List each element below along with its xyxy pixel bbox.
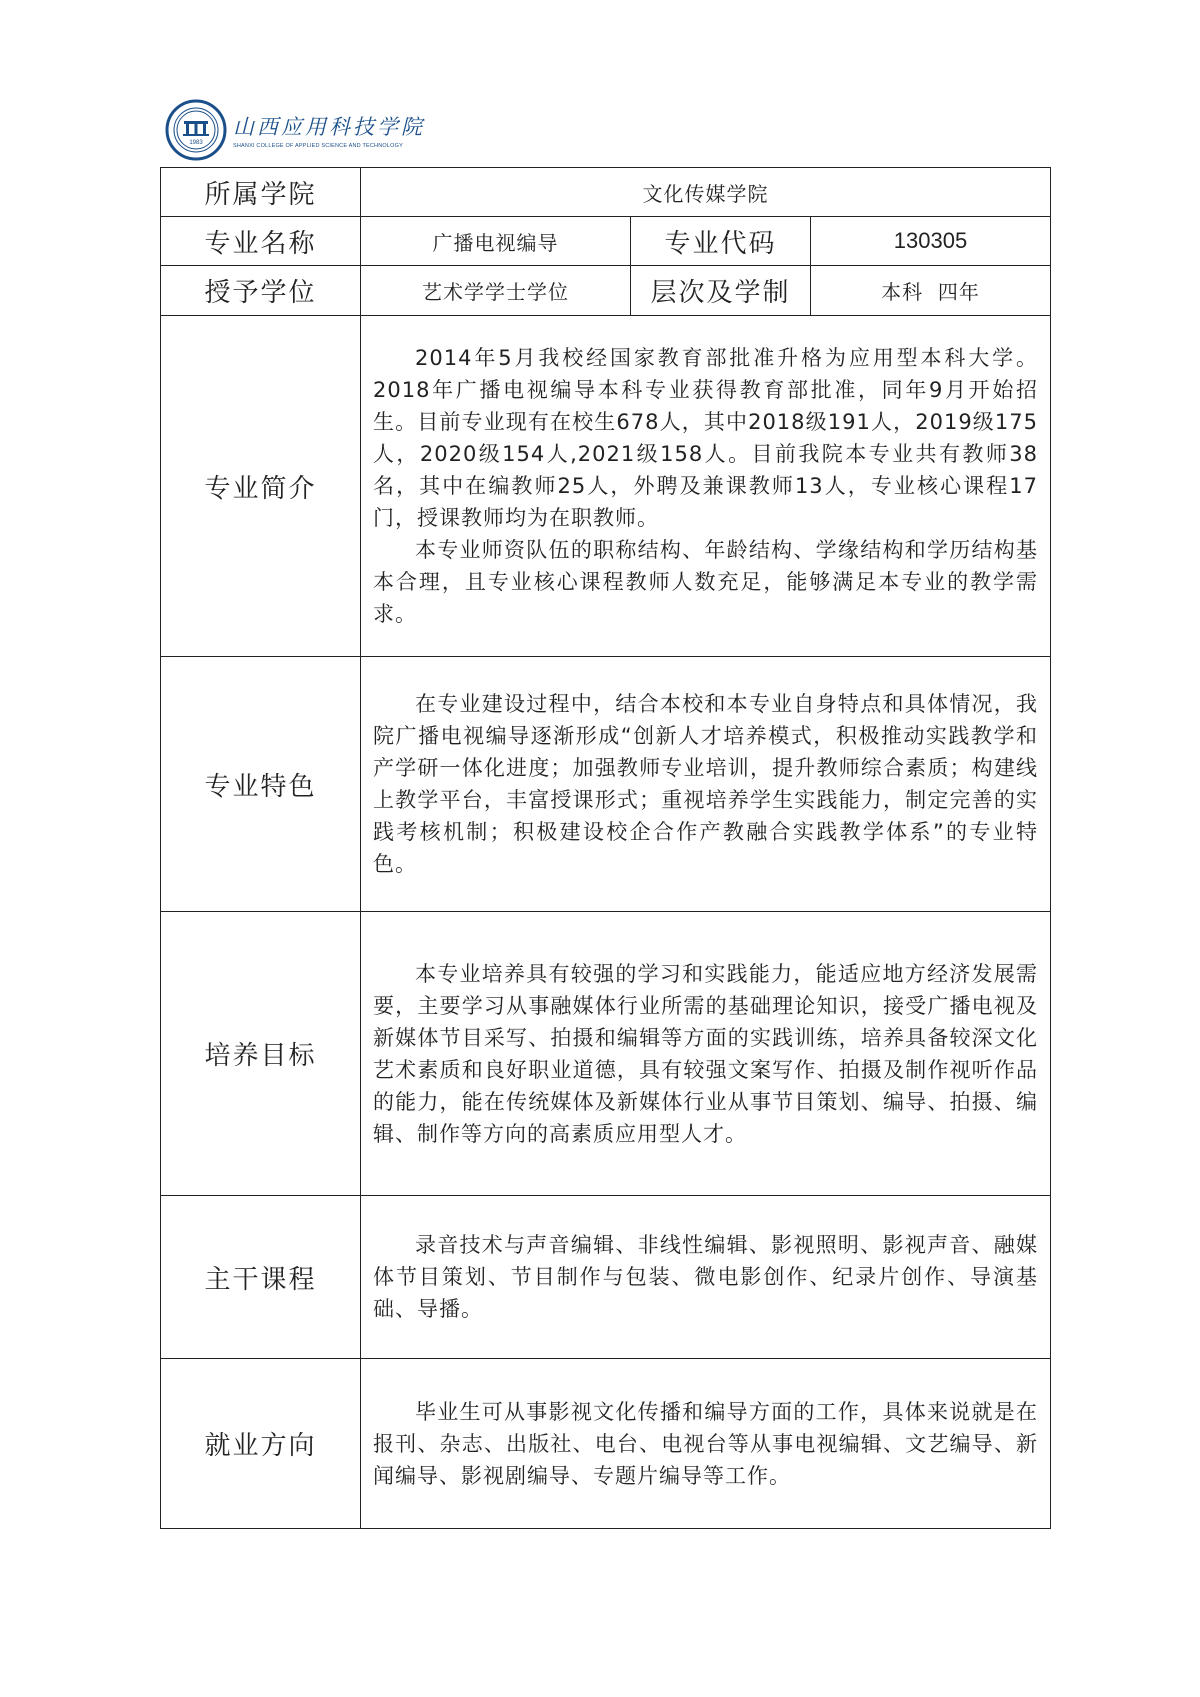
college-value: 文化传媒学院 <box>361 168 1051 217</box>
feature-label: 专业特色 <box>161 657 361 912</box>
row-college <box>161 168 1051 217</box>
college-name-en: SHANXI COLLEGE OF APPLIED SCIENCE AND TECHNOLOGY <box>233 143 403 149</box>
goal-label: 培养目标 <box>161 912 361 1196</box>
intro-paragraph-2: 本专业师资队伍的职称结构、年龄结构、学缘结构和学历结构基本合理，且专业核心课程教师人数充足，能够满足本专业的教学需求。 <box>373 538 1039 626</box>
intro-content <box>361 316 1051 657</box>
course-paragraph-1: 录音技术与声音编辑、非线性编辑、影视照明、影视声音、融媒体节目策划、节目制作与包装、微电影创作、纪录片创作、导演基础、导播。 <box>373 1233 1039 1321</box>
row-major <box>161 217 1051 266</box>
intro-label: 专业简介 <box>161 316 361 657</box>
code-label: 专业代码 <box>631 217 811 266</box>
feature-content <box>361 657 1051 912</box>
college-label: 所属学院 <box>161 168 361 217</box>
level-label: 层次及学制 <box>631 266 811 316</box>
major-info-table <box>160 167 1051 1529</box>
college-name-cn: 山西应用科技学院 <box>233 115 425 139</box>
course-content <box>361 1196 1051 1359</box>
career-content <box>361 1359 1051 1529</box>
course-label: 主干课程 <box>161 1196 361 1359</box>
college-seal-icon <box>165 99 227 161</box>
seal-year: 1983 <box>189 140 203 146</box>
intro-paragraph-1: 2014年5月我校经国家教育部批准升格为应用型本科大学。2018年广播电视编导本科专业获得教育部批准，同年9月开始招生。目前专业现有在校生678人，其中2018级191人，2019级175人，2020级154人,2021级158人。目前我院本专业共有教师38名，其中在编教师25人，外聘及兼课教师13人，专业核心课程17门，授课教师均为在职教师。 <box>373 346 1039 530</box>
career-label: 就业方向 <box>161 1359 361 1529</box>
goal-content <box>361 912 1051 1196</box>
career-paragraph-1: 毕业生可从事影视文化传播和编导方面的工作，具体来说就是在报刊、杂志、出版社、电台、电视台等从事电视编辑、文艺编导、新闻编导、影视剧编导、专题片编导等工作。 <box>373 1399 1039 1488</box>
level-value: 本科 四年 <box>811 266 1051 316</box>
code-value: 130305 <box>811 217 1051 266</box>
feature-paragraph-1: 在专业建设过程中，结合本校和本专业自身特点和具体情况，我院广播电视编导逐渐形成“创新人才培养模式，积极推动实践教学和产学研一体化进度；加强教师专业培训，提升教师综合素质；构建线上教学平台，丰富授课形式；重视培养学生实践能力，制定完善的实践考核机制；积极建设校企合作产教融合实践教学体系”的专业特色。 <box>373 692 1039 876</box>
degree-value: 艺术学学士学位 <box>361 266 631 316</box>
major-value: 广播电视编导 <box>361 217 631 266</box>
major-label: 专业名称 <box>161 217 361 266</box>
goal-paragraph-1: 本专业培养具有较强的学习和实践能力，能适应地方经济发展需要，主要学习从事融媒体行业所需的基础理论知识，接受广播电视及新媒体节目采写、拍摄和编辑等方面的实践训练，培养具备较深文化艺术素质和良好职业道德，具有较强文案写作、拍摄及制作视听作品的能力，能在传统媒体及新媒体行业从事节目策划、编导、拍摄、编辑、制作等方向的高素质应用型人才。 <box>373 961 1039 1146</box>
row-degree <box>161 266 1051 316</box>
row-feature <box>161 657 1051 912</box>
degree-label: 授予学位 <box>161 266 361 316</box>
row-intro <box>161 316 1051 657</box>
row-course <box>161 1196 1051 1359</box>
row-goal <box>161 912 1051 1196</box>
row-career <box>161 1359 1051 1529</box>
college-logo-text <box>233 111 425 149</box>
page-header <box>165 98 425 162</box>
